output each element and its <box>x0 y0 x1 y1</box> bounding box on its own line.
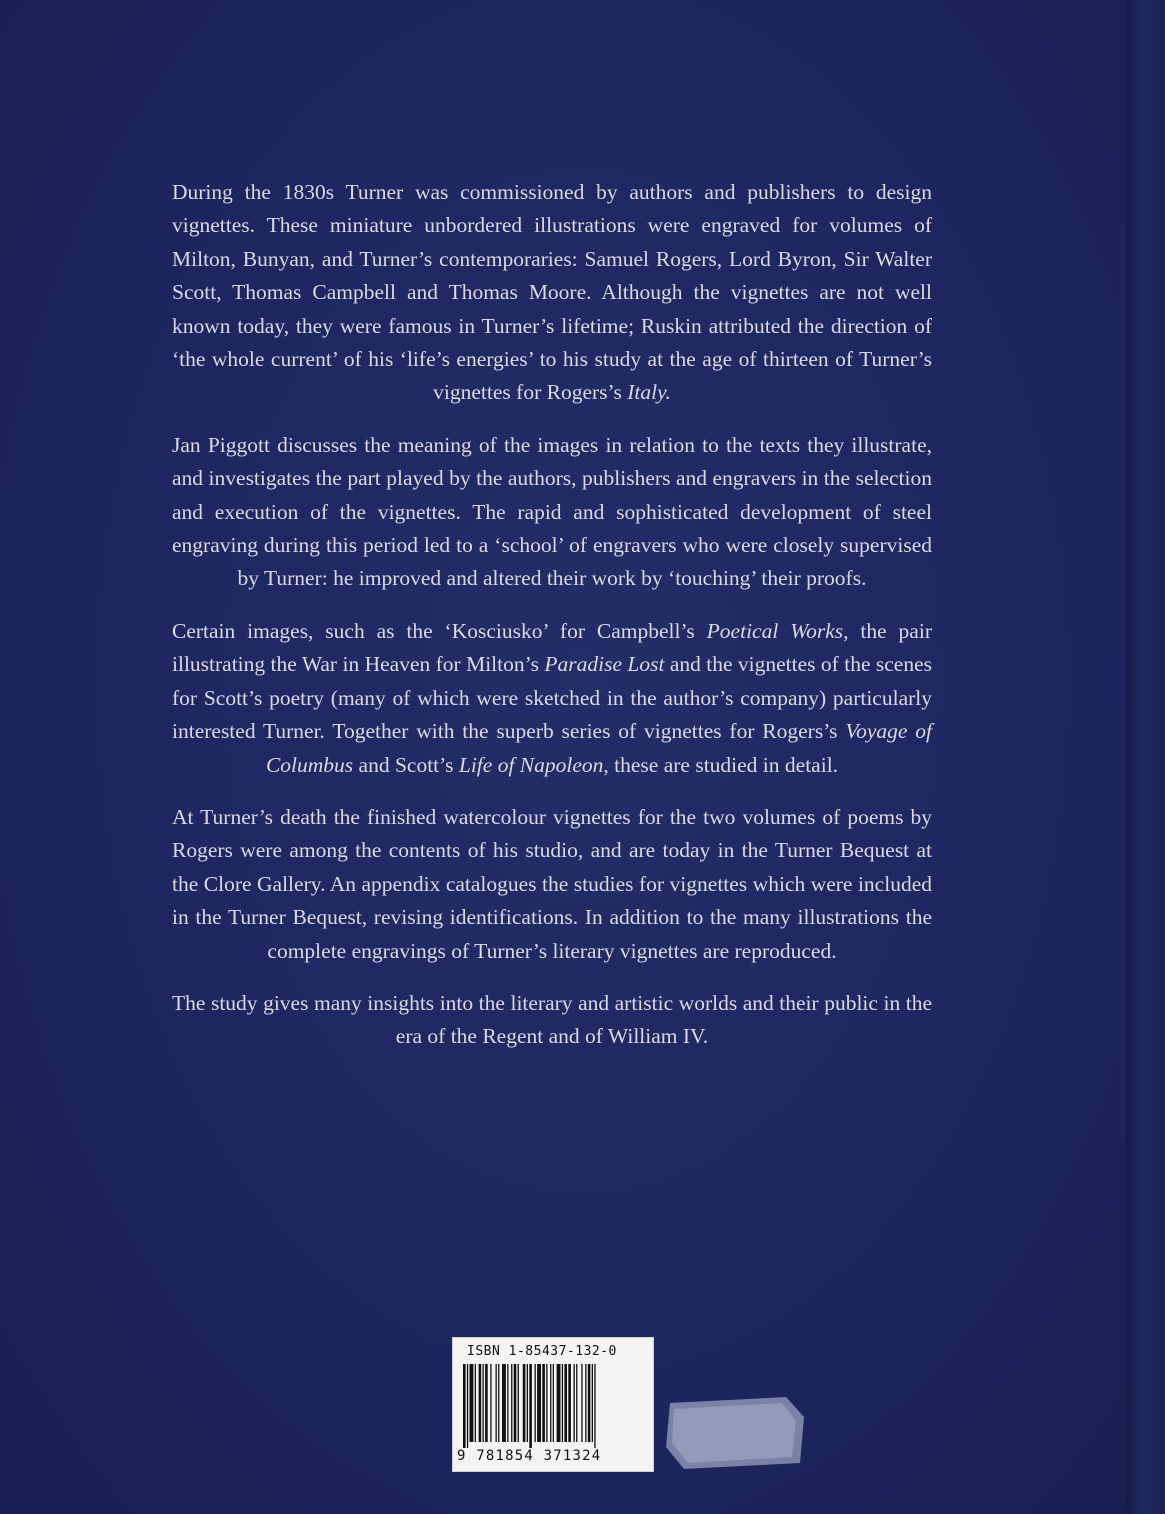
barcode-bar <box>562 1364 563 1442</box>
barcode-bar <box>564 1364 567 1442</box>
barcode-bar <box>483 1364 484 1442</box>
barcode-bar <box>518 1364 519 1442</box>
barcode-bar <box>479 1364 482 1442</box>
barcode-bar <box>502 1364 506 1442</box>
barcode-bar <box>537 1364 541 1442</box>
barcode-bar <box>467 1364 468 1448</box>
barcode-bar <box>588 1364 591 1442</box>
barcode-bar <box>511 1364 512 1442</box>
barcode-bar <box>527 1364 528 1442</box>
barcode-bar <box>470 1364 474 1442</box>
barcode-bar <box>576 1364 577 1442</box>
barcode-bars <box>463 1364 643 1448</box>
barcode-bar <box>574 1364 575 1442</box>
barcode-bar <box>498 1364 499 1442</box>
barcode-bar <box>592 1364 593 1442</box>
blurb-paragraph-2: Jan Piggott discusses the meaning of the images in relation to the texts they illustrate, and investigates the part played by the authors, publishers and engravers in the selection and execution of the vignettes. The rapid and sophisticated development of steel engraving during this period led to a ‘school’ of engravers who were closely supervised by Turner: he improved and altered their work by ‘touching’ their proofs. <box>172 432 932 591</box>
barcode-bar <box>507 1364 508 1442</box>
barcode-bar <box>550 1364 551 1442</box>
barcode-bar <box>581 1364 582 1442</box>
barcode-bar <box>514 1364 517 1442</box>
barcode-bar <box>496 1364 497 1442</box>
barcode-bar <box>463 1364 466 1448</box>
cover-edge <box>1126 0 1165 1514</box>
sticker-residue <box>664 1393 806 1471</box>
blurb-text <box>172 176 932 1073</box>
barcode-bar <box>535 1364 536 1442</box>
blurb-paragraph-1: During the 1830s Turner was commissioned by authors and publishers to design vignettes. These miniature unbordered illustrations were engraved for volumes of Milton, Bunyan, and Turner’s contemporaries: Samuel Rogers, Lord Byron, Sir Walter Scott, Thomas Campbell and Thomas Moore. Although the vignettes are not well known today, they were famous in Turner’s lifetime; Ruskin attributed the direction of ‘the whole current’ of his ‘life’s energies’ to his study at the age of thirteen of Turner’s vignettes for Rogers’s Italy. <box>172 180 932 405</box>
blurb-paragraph-3: Certain images, such as the ‘Kosciusko’ for Campbell’s Poetical Works, the pair illustrating the War in Heaven for Milton’s Paradise Lost and the vignettes of the scenes for Scott’s poetry (many of which were sketched in the author’s company) particularly interested Turner. Together with the superb series of vignettes for Rogers’s Voyage of Columbus and Scott’s Life of Napoleon, these are studied in detail. <box>172 618 932 777</box>
barcode-bar <box>557 1364 561 1442</box>
barcode-bar <box>568 1364 571 1442</box>
barcode-bar <box>523 1364 526 1442</box>
barcode-bar <box>585 1364 586 1442</box>
barcode-bar <box>485 1364 488 1442</box>
barcode-digits: 9 781854 371324 <box>457 1448 602 1464</box>
barcode-bar <box>594 1364 595 1448</box>
barcode-bar <box>490 1364 491 1442</box>
blurb-paragraph-5: The study gives many insights into the literary and artistic worlds and their public in the era of the Regent and of William IV. <box>172 990 932 1049</box>
isbn-label: ISBN 1-85437-132-0 <box>467 1344 617 1359</box>
barcode-bar <box>546 1364 547 1442</box>
barcode-bar <box>542 1364 545 1442</box>
isbn-barcode <box>452 1337 654 1472</box>
barcode-bar <box>553 1364 554 1442</box>
barcode-bar <box>475 1364 476 1442</box>
blurb-paragraph-4: At Turner’s death the finished watercolour vignettes for the two volumes of poems by Rogers were among the contents of his studio, and are today in the Turner Bequest at the Clore Gallery. An appendix catalogues the studies for vignettes which were included in the Turner Bequest, revising identifications. In addition to the many illustrations the complete engravings of Turner’s literary vignettes are reproduced. <box>172 804 932 963</box>
barcode-bar <box>529 1364 532 1448</box>
